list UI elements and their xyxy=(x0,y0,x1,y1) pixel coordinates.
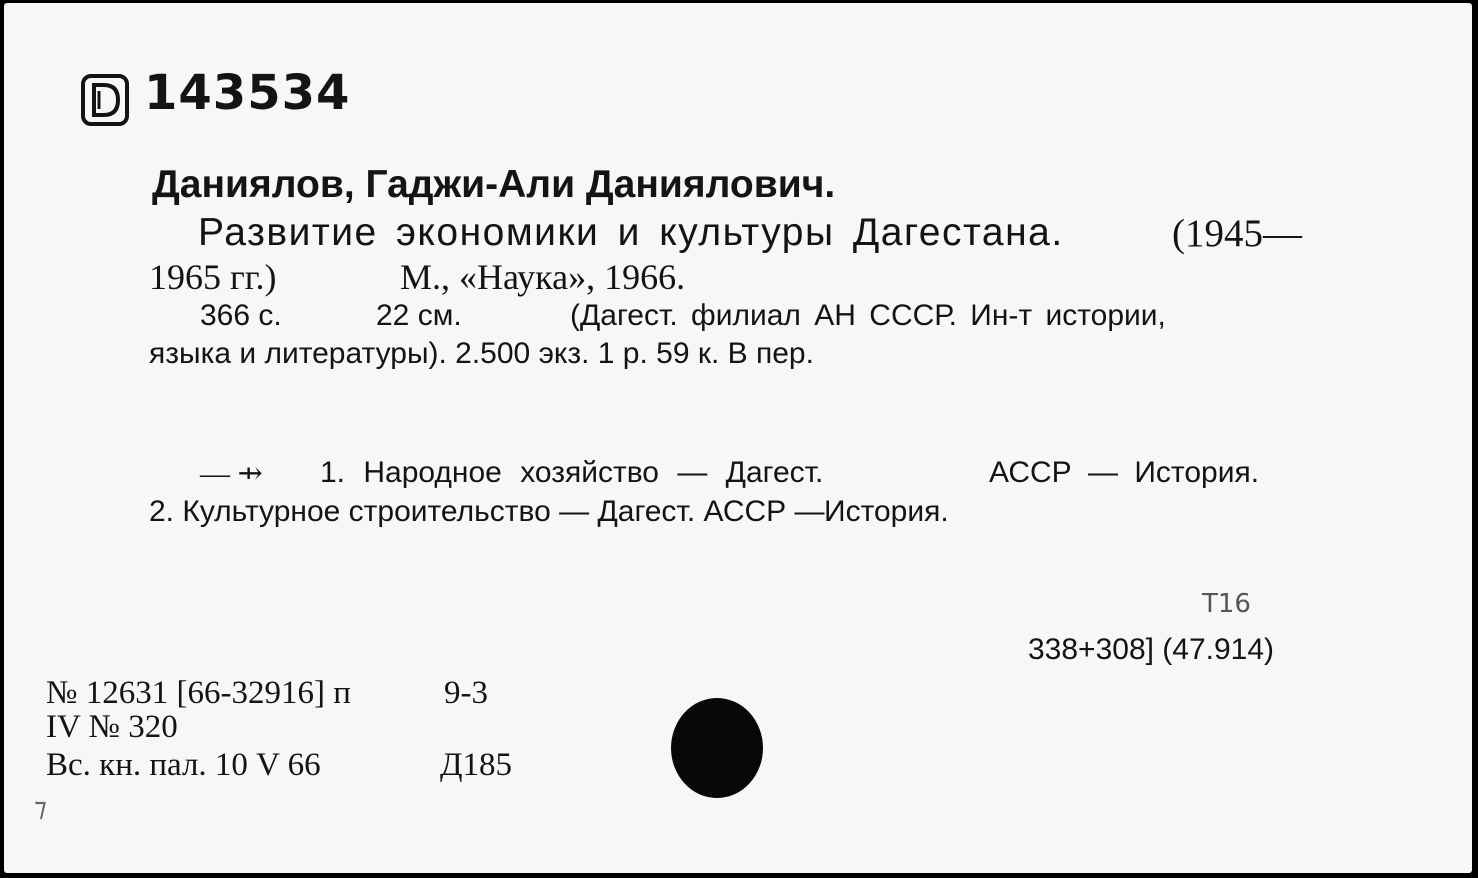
subject-heading-1: 1. Народное хозяйство — Дагест. xyxy=(320,456,824,489)
series-note-continued: языка и литературы). 2.500 экз. 1 р. 59 к. В пер. xyxy=(149,337,814,370)
catalog-card xyxy=(4,3,1472,873)
page-count: 366 с. xyxy=(200,299,282,332)
series-note: (Дагест. филиал АН СССР. Ин-т истории, xyxy=(570,299,1166,332)
registry-volume: IV № 320 xyxy=(46,709,178,745)
pencil-mark-icon: ⁊ xyxy=(34,793,47,823)
subject-dash: — ⇸ xyxy=(200,457,263,490)
registry-code: 9-3 xyxy=(444,675,488,711)
punch-hole xyxy=(671,698,763,798)
publisher-imprint: М., «Наука», 1966. xyxy=(400,257,686,297)
title-years-start: (1945— xyxy=(1172,212,1302,255)
book-chamber-note: Вс. кн. пал. 10 V 66 xyxy=(46,747,321,783)
stamp-d-icon xyxy=(80,73,130,127)
subject-heading-1-end: АССР — История. xyxy=(989,456,1260,489)
classification-index: 338+308] (47.914) xyxy=(1028,633,1275,666)
book-size: 22 см. xyxy=(376,299,462,332)
title-line-1: Развитие экономики и культуры Дагестана. xyxy=(198,211,1064,254)
handwritten-code: Т16 xyxy=(1202,589,1251,619)
subject-heading-2: 2. Культурное строительство — Дагест. АССР — xyxy=(149,495,825,528)
author-heading: Даниялов, Гаджи-Али Даниялович. xyxy=(152,163,836,206)
stamp-number: 143534 xyxy=(144,65,351,121)
book-chamber-code: Д185 xyxy=(440,747,513,783)
title-line-2: 1965 гг.) xyxy=(149,257,277,297)
registry-number: № 12631 [66-32916] п xyxy=(46,675,351,711)
subject-heading-2-end: История. xyxy=(824,495,949,528)
